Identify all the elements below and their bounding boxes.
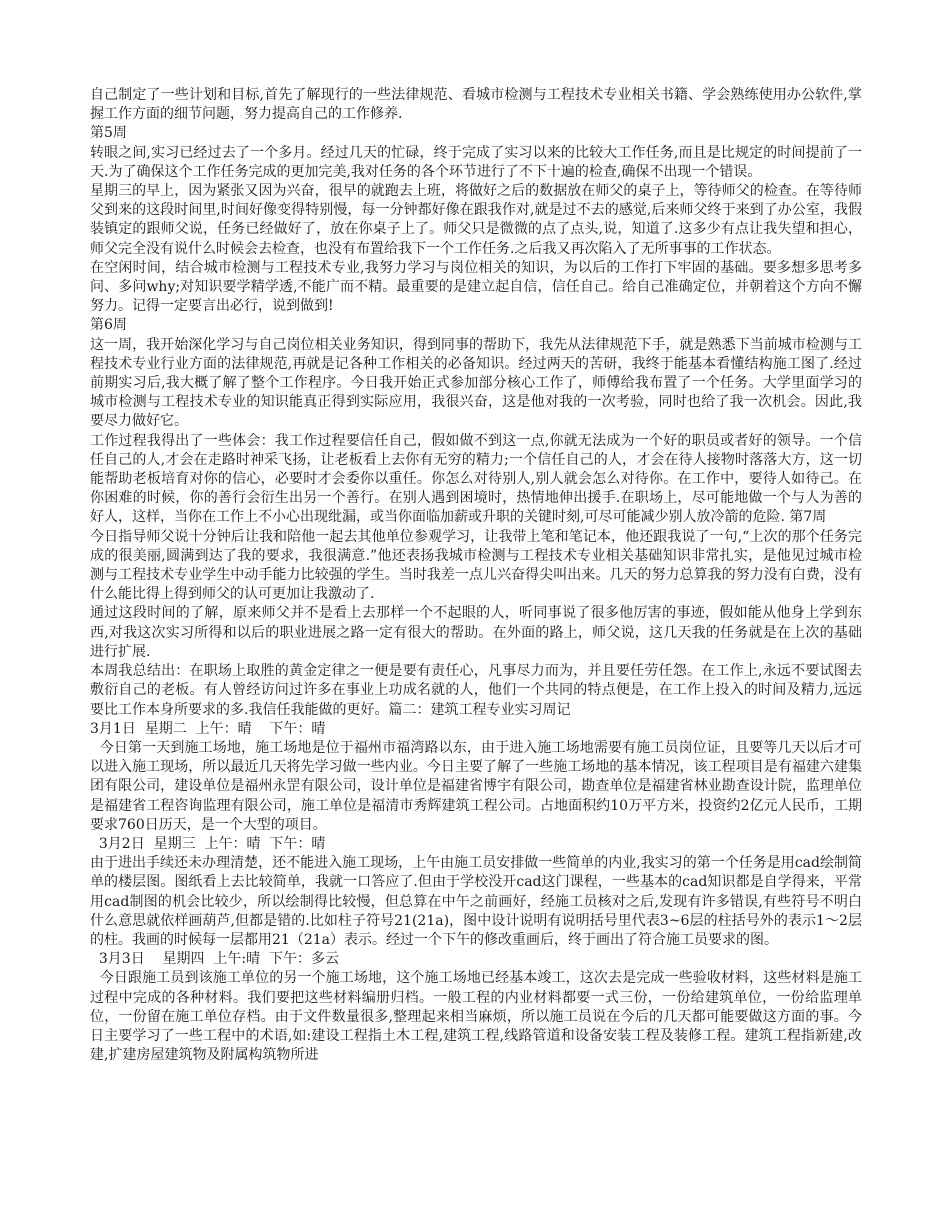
week-heading: 第5周: [90, 125, 127, 142]
date-heading: 3月1日 星期二 上午：晴 下午：晴: [90, 720, 326, 737]
week-heading: 第6周: [90, 317, 127, 334]
paragraph: 自己制定了一些计划和目标,首先了解现行的一些法律规范、看城市检测与工程技术专业相关书籍、学会熟练使用办公软件,掌握工作方面的细节问题，努力提高自己的工作修养.: [90, 87, 862, 123]
date-heading: 3月3日 星期四 上午:晴 下午：多云: [90, 951, 340, 968]
paragraph: 今日指导师父说十分钟后让我和陪他一起去其他单位参观学习，让我带上笔和笔记本，他还跟我说了一句,“上次的那个任务完成的很美丽,圆满到达了我的要求，我很满意.”他还表扬我城市检测与工程技术专业相关基础知识非常扎实，是他见过城市检测与工程技术专业学生中动手能力比较强的学生。当时我差一点儿兴奋得尖叫出来。几天的努力总算我的努力没有白费，没有什么能比得上得到师父的认可更加让我激动了.: [90, 528, 862, 603]
paragraph: 这一周，我开始深化学习与自己岗位相关业务知识，得到同事的帮助下，我先从法律规范下手，就是熟悉下当前城市检测与工程技术专业行业方面的法律规范,再就是记各种工作相关的必备知识。经过两天的苦研，我终于能基本看懂结构施工图了.经过前期实习后,我大概了解了整个工作程序。今日我开始正式参加部分核心工作了，师傅给我布置了一个任务。大学里面学习的城市检测与工程技术专业的知识能真正得到实际应用，我很兴奋，这是他对我的一次考验，同时也给了我一次机会。因此,我要尽力做好它。: [90, 336, 862, 430]
paragraph: 本周我总结出：在职场上取胜的黄金定律之一便是要有责任心，凡事尽力而为，并且要任劳任怨。在工作上,永远不要试图去敷衍自己的老板。有人曾经访问过许多在事业上功成名就的人，他们一个共同的特点便是，在工作上投入的时间及精力,远远要比工作本身所要求的多.我信任我能做的更好。篇二：建筑工程专业实习周记: [90, 663, 862, 718]
paragraph: 由于进出手续还未办理清楚，还不能进入施工现场，上午由施工员安排做一些简单的内业,我实习的第一个任务是用cad绘制简单的楼层图。图纸看上去比较简单，我就一口答应了.但由于学校没开cad这门课程，一些基本的cad知识都是自学得来，平常用cad制图的机会比较少，所以绘制得比较慢，但总算在中午之前画好，经施工员核对之后,发现有许多错误,有些符号不明白什么意思就依样画葫芦,但都是错的.比如柱子符号21(21a)，图中设计说明有说明括号里代表3~6层的柱括号外的表示1～2层的柱。我画的时候每一层都用21（21a）表示。经过一个下午的修改重画后，终于画出了符合施工员要求的图。: [90, 855, 862, 948]
paragraph: 在空闲时间，结合城市检测与工程技术专业,我努力学习与岗位相关的知识，为以后的工作打下牢固的基础。要多想多思考多问、多问why;对知识要学精学透,不能广而不精。最重要的是建立起自信，信任自己。给自己准确定位，并朝着这个方向不懈努力。记得一定要言出必行，说到做到!: [90, 259, 862, 315]
paragraph: 今日第一天到施工场地，施工场地是位于福州市福湾路以东，由于进入施工场地需要有施工员岗位证，且要等几天以后才可以进入施工现场，所以最近几天将先学习做一些内业。今日主要了解了一些施工场地的基本情况，该工程项目是有福建六建集团有限公司，建设单位是福州永罡有限公司，设计单位是福建省博宇有限公司，勘查单位是福建省林业勘查设计院，监理单位是福建省工程咨询监理有限公司，施工单位是福清市秀辉建筑工程公司。占地面积约10万平方米，投资约2亿元人民币，工期要求760日历天，是一个大型的项目。: [90, 739, 862, 833]
paragraph: 工作过程我得出了一些体会：我工作过程要信任自己，假如做不到这一点,你就无法成为一个好的职员或者好的领导。一个信任自己的人,才会在走路时神采飞扬，让老板看上去你有无穷的精力;一个信任自己的人，才会在待人接物时落落大方，这一切能帮助老板培育对你的信心，必要时才会委你以重任。你怎么对待别人,别人就会怎么对待你。在工作中，要待人如待己。在你困难的时候，你的善行会衍生出另一个善行。在别人遇到困境时，热情地伸出援手.在职场上，尽可能地做一个与人为善的好人，这样，当你在工作上不小心出现纰漏，或当你面临加薪或升职的关键时刻,可尽可能减少别人放冷箭的危险. 第7周: [90, 432, 862, 526]
paragraph: 转眼之间,实习已经过去了一个多月。经过几天的忙碌，终于完成了实习以来的比较大工作任务,而且是比规定的时间提前了一天.为了确保这个工作任务完成的更加完美,我对任务的各个环节进行了不下十遍的检查,确保不出现一个错误。: [90, 144, 862, 180]
paragraph: 今日跟施工员到该施工单位的另一个施工场地，这个施工场地已经基本竣工，这次去是完成一些验收材料，这些材料是施工过程中完成的各种材料。我们要把这些材料编册归档。一般工程的内业材料都要一式三份，一份给建筑单位，一份给监理单位，一份留在施工单位存档。由于文件数量很多,整理起来相当麻烦，所以施工员说在今后的几天都可能要做这方面的事。今日主要学习了一些工程中的术语,如:建设工程指土木工程,建筑工程,线路管道和设备安装工程及装修工程。建筑工程指新建,改建,扩建房屋建筑物及附属构筑物所进: [90, 970, 862, 1064]
date-heading: 3月2日 星期三 上午：晴 下午：晴: [90, 835, 326, 852]
paragraph: 星期三的早上，因为紧张又因为兴奋，很早的就跑去上班，将做好之后的数据放在师父的桌子上，等待师父的检查。在等待师父到来的这段时间里,时间好像变得特别慢，每一分钟都好像在跟我作对,就是过不去的感觉,后来师父终于来到了办公室，我假装镇定的跟师父说，任务已经做好了，放在你桌子上了。师父只是微微的点了点头,说，知道了.这多少有点让我失望和担心，师父完全没有说什么时候会去检查，也没有布置给我下一个工作任务.之后我又再次陷入了无所事事的工作状态。: [90, 183, 862, 257]
paragraph: 通过这段时间的了解，原来师父并不是看上去那样一个不起眼的人，听同事说了很多他厉害的事迹，假如能从他身上学到东西,对我这次实习所得和以后的职业进展之路一定有很大的帮助。在外面的路上，师父说，这几天我的任务就是在上次的基础进行扩展.: [90, 605, 862, 660]
